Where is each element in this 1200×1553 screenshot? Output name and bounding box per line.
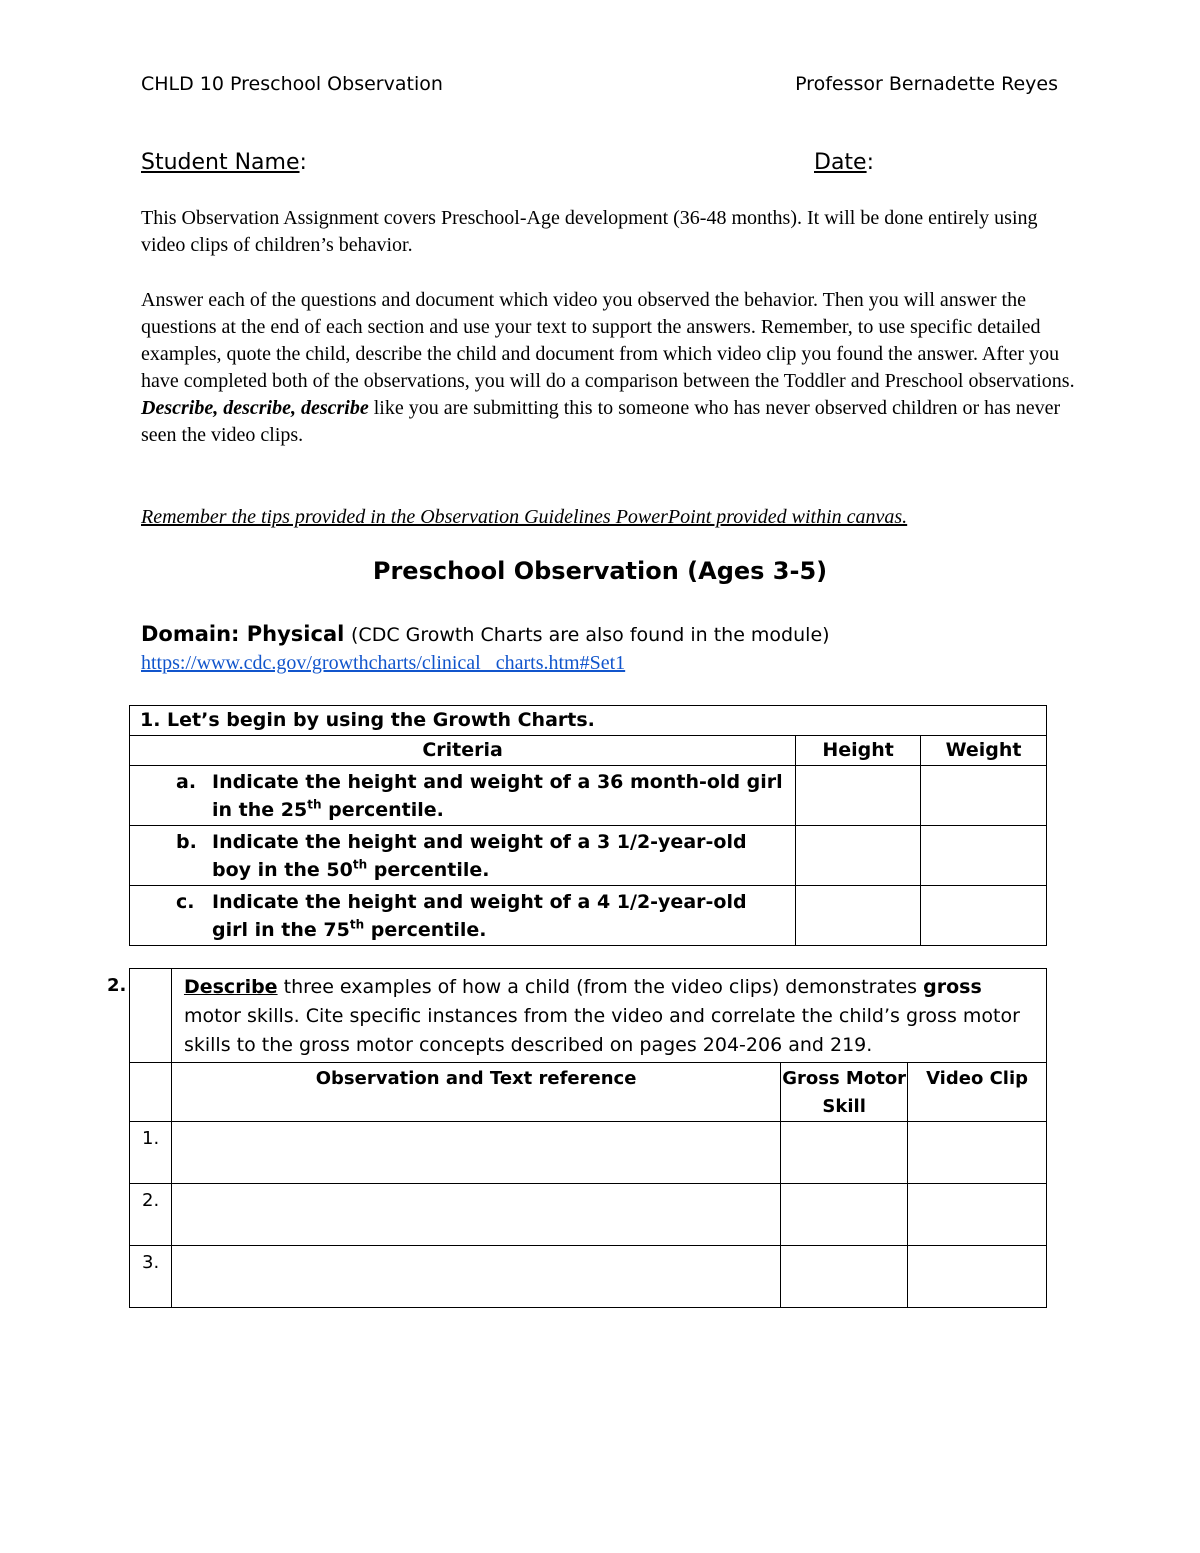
row-letter: a. — [176, 771, 197, 793]
observation-input-cell[interactable] — [171, 1246, 780, 1308]
row-number: 2. — [130, 1184, 172, 1246]
domain-note: (CDC Growth Charts are also found in the module) — [351, 624, 830, 646]
student-info-row: Student Name: Date: — [141, 150, 875, 175]
question-2-number: 2. — [107, 975, 127, 996]
section-title: Preschool Observation (Ages 3-5) — [372, 557, 828, 585]
height-header: Height — [796, 736, 921, 766]
height-input-cell[interactable] — [796, 886, 921, 946]
observation-header: Observation and Text reference — [171, 1063, 780, 1122]
criteria-text: Indicate the height and weight of a 3 1/2-year-old boy in the 50 — [212, 831, 747, 881]
criteria-text: Indicate the height and weight of a 36 month-old girl in the 25 — [212, 771, 783, 821]
date-label: Date — [814, 150, 867, 175]
video-clip-input-cell[interactable] — [908, 1122, 1047, 1184]
table-row — [130, 886, 1047, 946]
skill-input-cell[interactable] — [781, 1122, 908, 1184]
criteria-text: Indicate the height and weight of a 4 1/2-year-old girl in the 75 — [212, 891, 747, 941]
gross-keyword: gross — [923, 976, 982, 998]
gross-motor-skill-header: Gross Motor Skill — [781, 1063, 908, 1122]
domain-heading — [141, 622, 830, 646]
ordinal-suffix: th — [349, 917, 365, 932]
skill-input-cell[interactable] — [781, 1246, 908, 1308]
weight-input-cell[interactable] — [921, 766, 1047, 826]
row-letter: c. — [176, 891, 195, 913]
instructions-paragraph — [141, 287, 1076, 449]
describe-keyword: Describe — [183, 976, 278, 998]
criteria-cell — [130, 826, 796, 886]
observation-input-cell[interactable] — [171, 1122, 780, 1184]
row-number: 3. — [130, 1246, 172, 1308]
criteria-text-end: percentile. — [321, 799, 444, 821]
video-clip-header: Video Clip — [908, 1063, 1047, 1122]
criteria-cell — [130, 766, 796, 826]
prompt-text-end: motor skills. Cite specific instances from the video and correlate the child’s gross motor skills to the gross motor concepts described on pages 204-206 and 219. — [183, 1005, 1020, 1056]
video-clip-input-cell[interactable] — [908, 1246, 1047, 1308]
describe-emphasis: Describe, describe, describe — [141, 397, 369, 419]
instructions-text-end: like you are submitting this to someone who has never observed children or has never seen the video clips. — [141, 397, 1061, 446]
video-clip-input-cell[interactable] — [908, 1184, 1047, 1246]
gross-motor-table — [129, 968, 1047, 1308]
professor-name: Professor Bernadette Reyes — [795, 73, 1058, 95]
course-title: CHLD 10 Preschool Observation — [141, 73, 443, 95]
blank-cell — [130, 1063, 172, 1122]
prompt-text: three examples of how a child (from the video clips) demonstrates — [277, 976, 924, 998]
criteria-text-end: percentile. — [364, 919, 487, 941]
cdc-growth-charts-link[interactable]: https://www.cdc.gov/growthcharts/clinical_ charts.htm#Set1 — [141, 652, 626, 674]
row-letter: b. — [176, 831, 197, 853]
table-row — [130, 1246, 1047, 1308]
instructions-text: Answer each of the questions and document which video you observed the behavior. Then you will answer the questions at the end of each section and use your text to support the answers. Remember, to use specific detailed examples, quote the child, describe the child and document from which video clip you found the answer. After you have completed both of the observations, you will do a comparison between the Toddler and Preschool observations. — [141, 289, 1075, 392]
criteria-cell — [130, 886, 796, 946]
table-row — [130, 826, 1047, 886]
question-1-title: 1. Let’s begin by using the Growth Charts. — [130, 706, 1047, 736]
table-row — [130, 1184, 1047, 1246]
criteria-text-end: percentile. — [367, 859, 490, 881]
skill-input-cell[interactable] — [781, 1184, 908, 1246]
weight-header: Weight — [921, 736, 1047, 766]
growth-charts-table — [129, 705, 1047, 946]
height-input-cell[interactable] — [796, 826, 921, 886]
observation-input-cell[interactable] — [171, 1184, 780, 1246]
table-row — [130, 766, 1047, 826]
height-input-cell[interactable] — [796, 766, 921, 826]
ordinal-suffix: th — [352, 857, 368, 872]
student-name-label: Student Name — [141, 150, 300, 175]
intro-paragraph: This Observation Assignment covers Preschool-Age development (36-48 months). It will be done entirely using video clips of children’s behavior. — [141, 207, 1038, 256]
domain-label: Domain: Physical — [141, 622, 345, 646]
question-2-prompt — [171, 969, 1046, 1063]
weight-input-cell[interactable] — [921, 886, 1047, 946]
blank-cell — [130, 969, 172, 1063]
row-number: 1. — [130, 1122, 172, 1184]
table-row — [130, 1122, 1047, 1184]
ordinal-suffix: th — [307, 797, 322, 812]
criteria-header: Criteria — [130, 736, 796, 766]
tips-reminder: Remember the tips provided in the Observation Guidelines PowerPoint provided within canvas. — [141, 506, 908, 528]
weight-input-cell[interactable] — [921, 826, 1047, 886]
